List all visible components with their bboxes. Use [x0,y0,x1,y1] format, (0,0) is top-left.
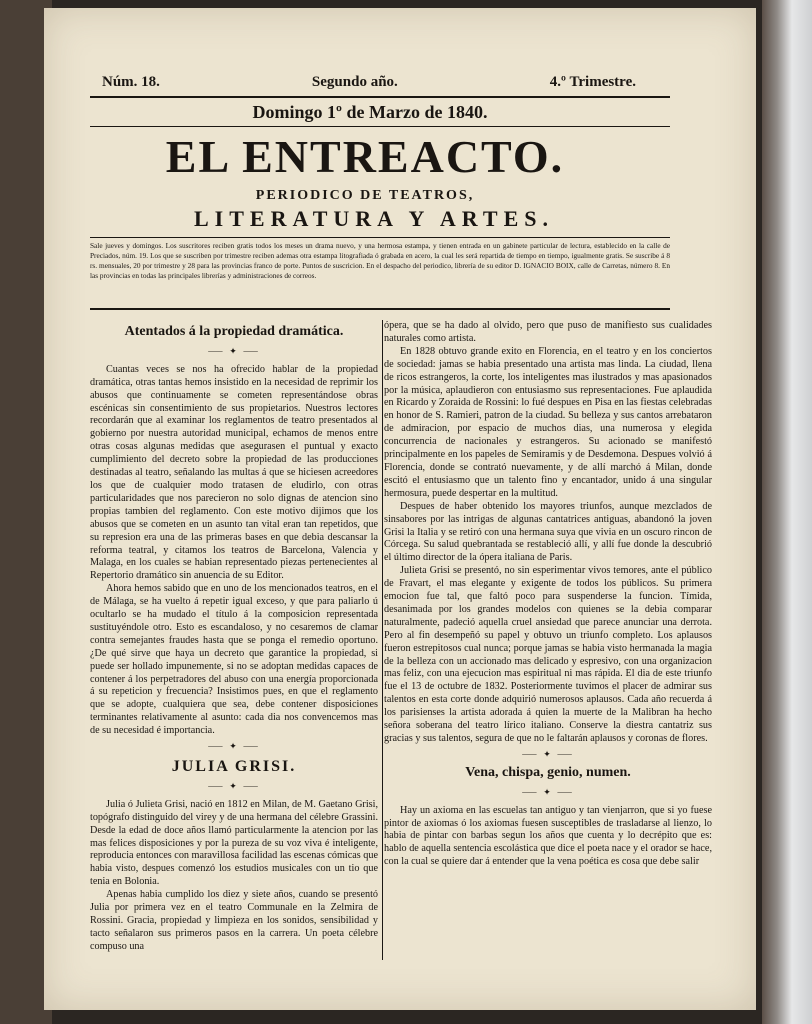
issue-quarter: 4.º Trimestre. [549,74,636,90]
right-column [384,320,712,960]
left-column [90,320,378,960]
paragraph: Julia ó Julieta Grisi, nació en 1812 en Milan, de M. Gaetano Grisi, topógrafo distinguido del virey y de una hermana del célebre Grassini. Desde la edad de doce años llamó particularmente la atencion por las mas felices disposiciones y por la pureza de su voz viva é inteligente, reproducia entonces con maravillosa facilidad las escenas cómicas que habia visto, despues comenzó los estudios musicales con un tio que tenia en Bolonia. [90,798,378,888]
rule-notice-top [90,237,670,238]
column-rule [382,320,383,960]
subscription-notice: Sale jueves y domingos. Los suscritores reciben gratis todos los meses un drama nuevo, y una hermosa estampa, y tienen entrada en un gabinete particular de lectura, establecido en la calle de Preciados, núm. 19. Los que se suscriben por trimestre reciben ademas otra estampa litografiada ó grabada en acero, la cual les será repartida de tiempo en tiempo, igualmente gratis. Se suscribe á 8 rs. mensuales, 20 por trimestre y 28 para las provincias franco de porte. Puntos de suscricion. En el despacho del periodico, librería de su editor D. IGNACIO BOIX, calle de Carretas, número 8. En las provincias en todas las principales librerías y administraciones de correos. [90,241,670,280]
issue-date: Domingo 1º de Marzo de 1840. [252,102,488,122]
newspaper-subtitle-2: LITERATURA Y ARTES. [194,206,554,231]
rule-top [90,96,670,98]
rule-date [90,126,670,127]
rule-notice-bottom [90,308,670,310]
issue-number: Núm. 18. [102,74,160,90]
paragraph: Julieta Grisi se presentó, no sin esperimentar vivos temores, ante el público de Fravart, el mas elegante y exigente de todos los públicos. Su primera emocion fue tal, que faltó poco para suspenderse la funcion. Tímida, desanimada por los grandes modelos con quienes se la debia comparar naturalmente, padeció aquella cruel ansiedad que parece anunciar una derrota. Pero al fin desempeñó su papel y obtuvo un triunfo completo. Los aplausos fueron estrepitosos cual nunca; porque jamas se habia visto hermanada la magia de la belleza con un accionado mas delicado y espresivo, con una organizacion mas feliz, con una ejecucion mas espiritual ni mas rápida. El dia de este triunfo fue el 13 de octubre de 1832. Posteriormente tuvimos el placer de admirar sus talentos en esta corte donde adquirió numerosos aplausos. Cada año recuerda á los parisienses la artista adorada á quien la muerte de la Malibran ha hecho señora soberana del teatro lírico italiano. Conserve la diestra cantatriz sus gracias y sus talentos, segura de que no le faltarán aplausos y coronas de flores. [384,565,712,744]
ornament-divider: ⸺ ✦ ⸺ [207,345,261,356]
ornament-divider: ⸺ ✦ ⸺ [521,748,575,759]
article-title: Atentados á la propiedad dramática. [124,324,344,339]
article-title: Vena, chispa, genio, numen. [465,764,631,780]
masthead-info-row [102,74,636,94]
ornament-divider: ⸺ ✦ ⸺ [207,741,261,752]
paragraph: Apenas habia cumplido los diez y siete años, cuando se presentó Julia por primera vez en el teatro Communale en la Zelmira de Rossini. Gracia, propiedad y limpieza en los sonidos, sensibilidad y tacto señalaron sus primeros pasos en la carrera. Un poeta célebre compuso una [90,889,378,952]
newspaper-subtitle: PERIODICO DE TEATROS, [255,188,475,203]
ornament-divider: ⸺ ✦ ⸺ [521,786,575,797]
issue-year: Segundo año. [311,74,398,90]
paragraph: Hay un axioma en las escuelas tan antiguo y tan vienjarron, que si yo fuese pintor de axiomas ó los axiomas fuesen susceptibles de trasladarse al lienzo, lo habia de pintar con barbas segun los años que cuenta y lo decrépito que es: hablo de aquella sentencia escolástica que dice el poeta nace y el orador se hace, con la cual se quiere dar á entender que la vena poética es cosa que debe salir [384,804,712,868]
article-title: JULIA GRISI. [171,758,297,775]
newspaper-title: EL ENTREACTO. [165,131,565,182]
paragraph: Ahora hemos sabido que en uno de los mencionados teatros, en el de Málaga, se ha vuelto á repetir igual exceso, y que para paliarlo ú ocultarlo se ha mudado el título á la composicion representada sustituyéndole otro. Esto es escandaloso, y no cesaremos de clamar contra semejantes fraudes hasta que se ponga el remedio oportuno. ¿De qué sirve que haya un decreto que garantice la propiedad, si puede ser hollado impunemente, si no se adoptan medidas capaces de contener á los perpetradores del abuso con una energía proporcionada á su repeticion y frecuencia? Insistimos pues, en que el reglamento que se adopte, cualquiera que sea, debe contener disposiciones terminantes relativamente al asunto: cada dia nos convencemos mas de su necesidad é importancia. [90,583,378,737]
ornament-divider: ⸺ ✦ ⸺ [207,780,261,791]
paragraph: ópera, que se ha dado al olvido, pero que puso de manifiesto sus cualidades naturales como artista. [384,320,712,344]
newspaper-page [44,8,756,1010]
paragraph: En 1828 obtuvo grande exito en Florencia, en el teatro y en los conciertos de sociedad: jamas se habia presentado una artista mas linda. La ciudad, llena de ricos estrangeros, la corte, los inteligentes mas ilustrados y mas apasionados por la música, aplaudieron con entusiasmo sus representaciones. Fue aplaudida en Ricardo y Zoraida de Rossini: lo fué despues en Pisa en las fiestas celebradas en honor de S. Ramieri, patron de la ciudad. Su belleza y sus cantos arrebataron de admiracion, por espacio de muchos dias, una numerosa y elegida concurrencia de nacionales y estrangeros. Su acionado se manifestó principalmente en los papeles de Semiramis y de Desdemona. Despues volvió á Florencia, donde se contrató nuevamente, y de allí marchó á Milan, donde escitó el entusiasmo que un talento fino y encantador, unido á una singular hermosura, puede despertar en la multitud. [384,345,712,499]
book-cover-edge [762,0,812,1024]
paragraph: Cuantas veces se nos ha ofrecido hablar de la propiedad dramática, otras tantas hemos insistido en la necesidad de reprimir los abusos que continuamente se cometen representándose obras escénicas sin consentimiento de sus propietarios. Nuestros lectores recordarán que al examinar los reglamentos de teatro presentados al gobierno por nuestra autoridad municipal, echamos de menos entre otras cosas algunas medidas que asegurasen el puntual y exacto cumplimiento del decreto sobre la propiedad de las producciones destinadas al teatro, señalando las multas á que se hiciesen acreedores los que de cualquier modo tratasen de eludirlo, con otras particularidades que nos parecieron no solo dignas de atencion sino propias tambien del reglamento. Con este motivo dijimos que los abusos que se cometen en un asunto tan vital eran tan repetidos, que su represion era una de las primeras bases en que debia descansar la reforma teatral, y citamos los teatros de Barcelona, Valencia y Malaga, en los cuales se habian representado piezas pertenecientes al Repertorio dramático sin anuencia de su Editor. [90,363,378,582]
paragraph: Despues de haber obtenido los mayores triunfos, aunque mezclados de sinsabores por las intrigas de algunas cantatrices antiguas, abandonó la joven Grisi la Italia y se retiró con una hermana suya que vivia en un oscuro rincon de Córcega. Su salud quebrantada se restableció allí, y allí fue donde la descubrió el último director de la ópera italiana de Paris. [384,500,712,564]
